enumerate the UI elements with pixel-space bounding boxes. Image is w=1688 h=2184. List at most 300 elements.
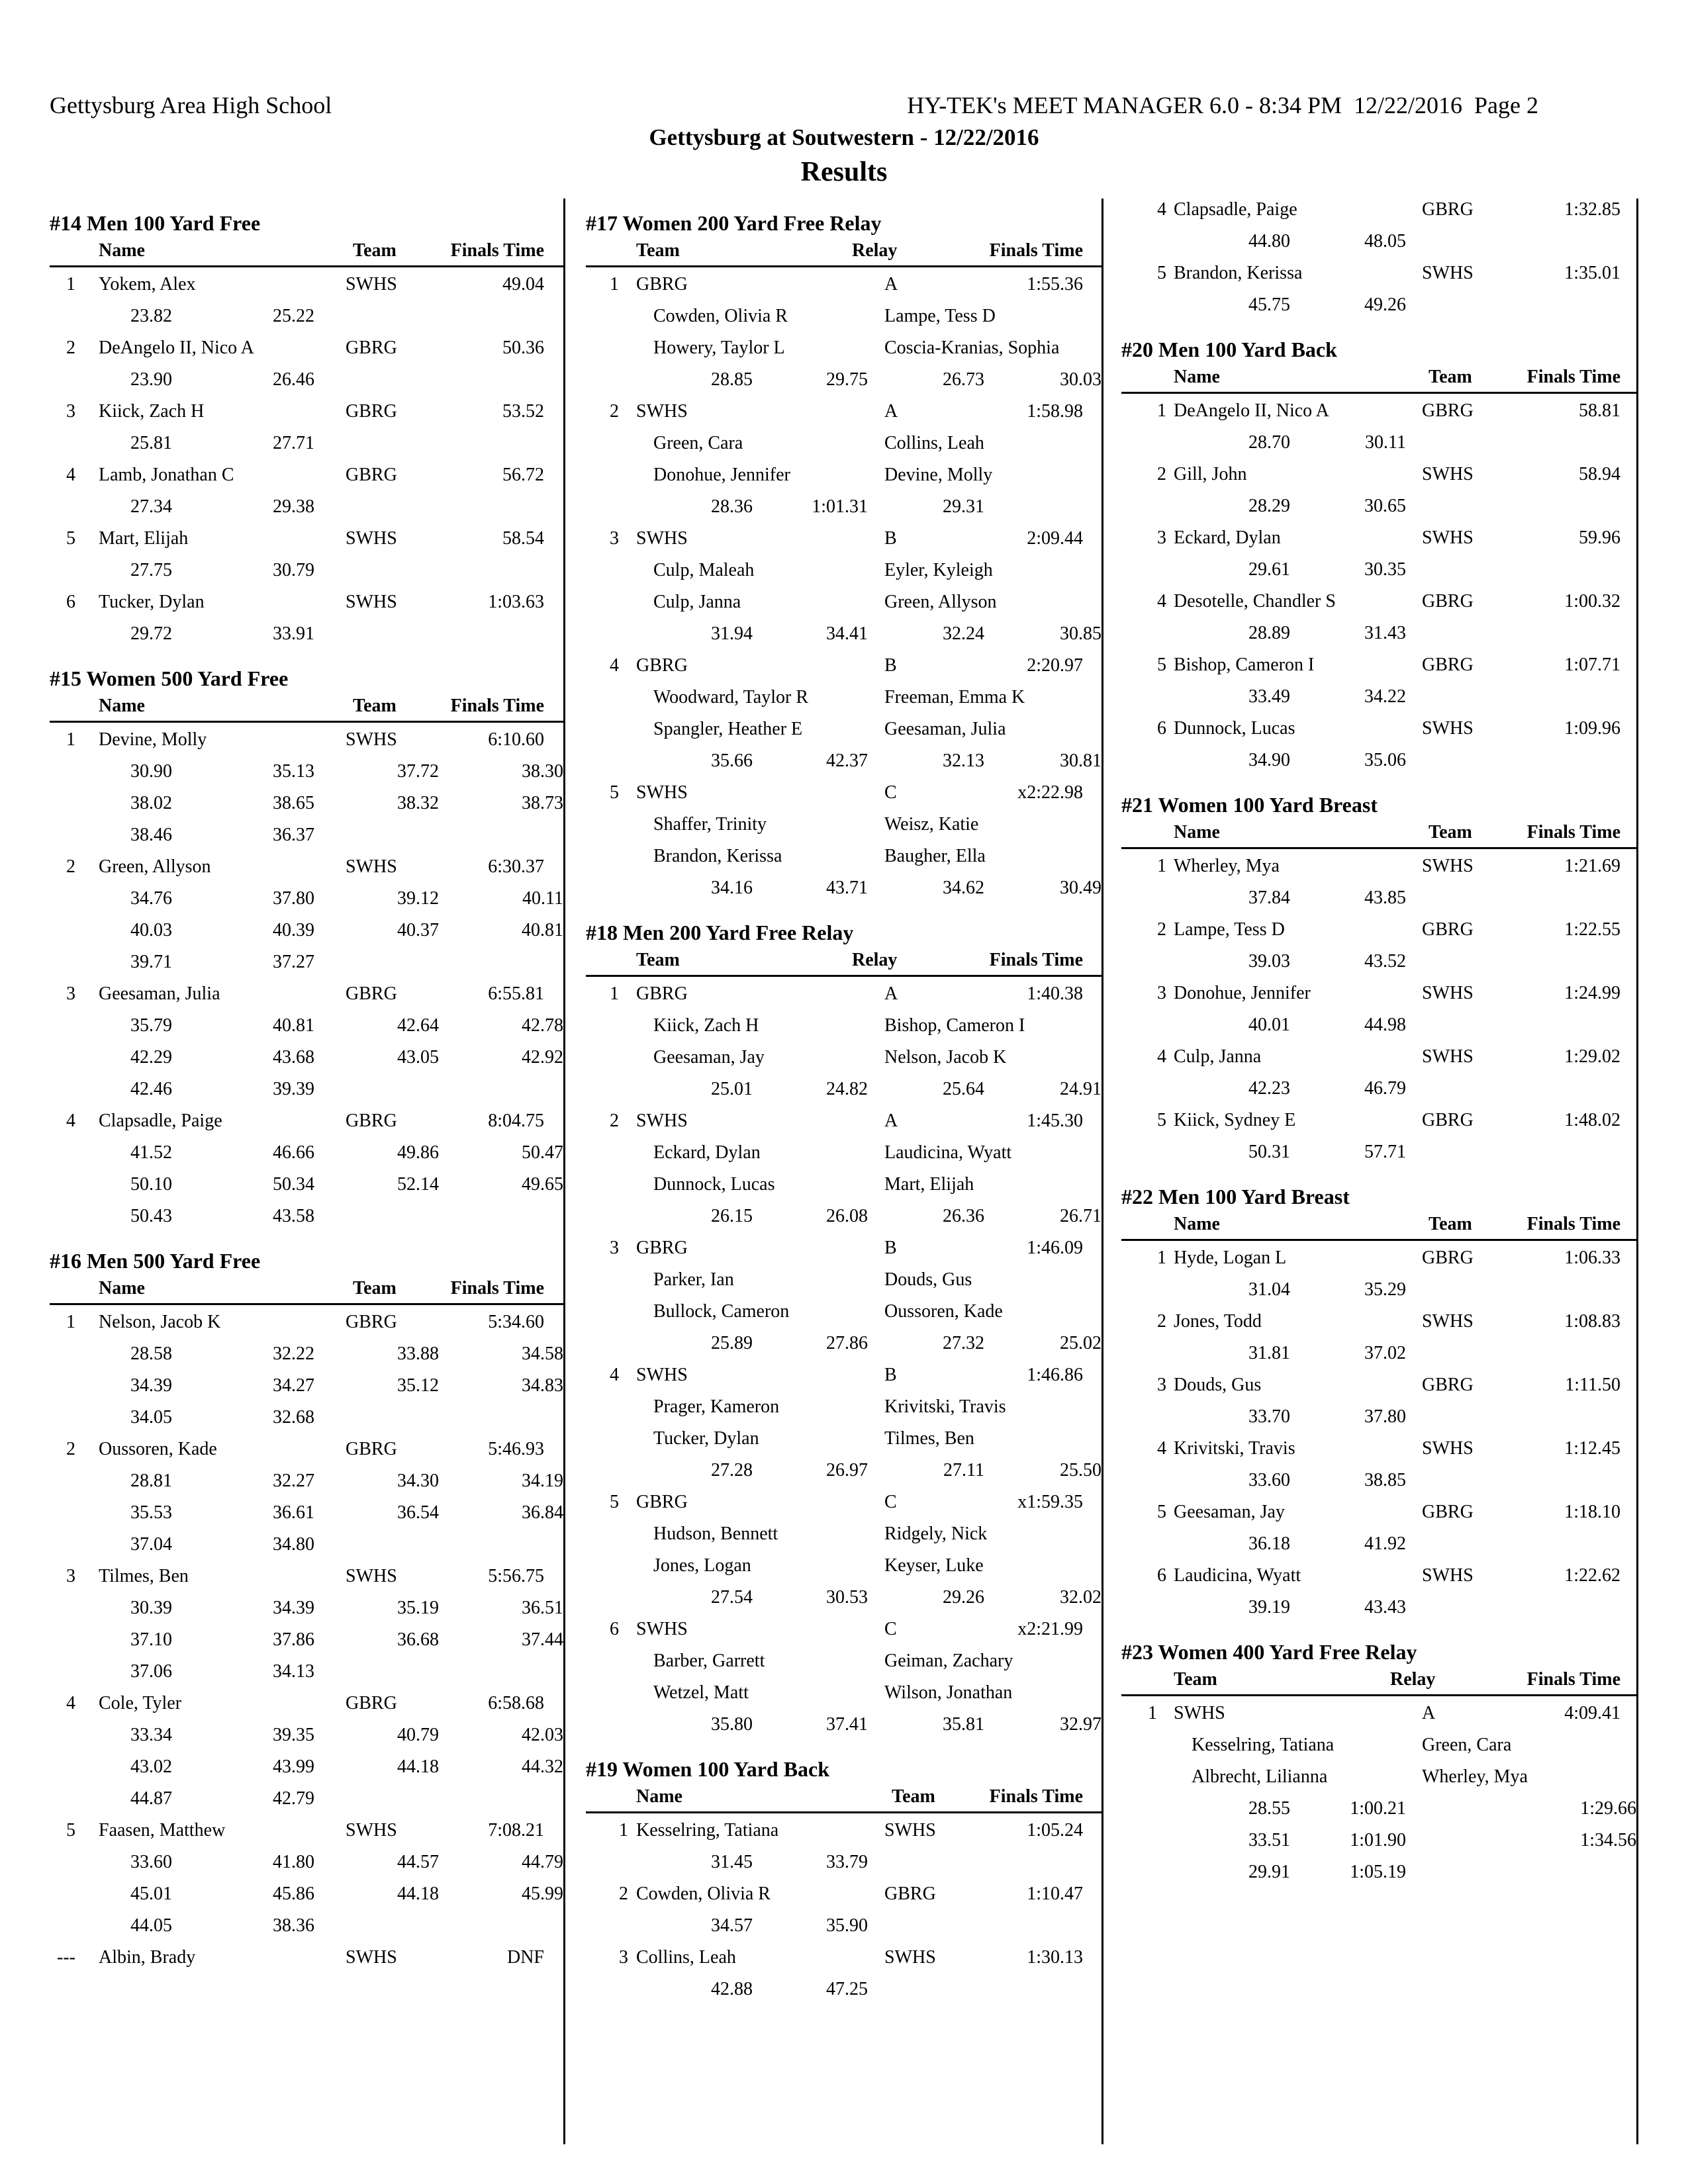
split-time: 31.04: [1248, 1279, 1290, 1300]
split-time: 29.72: [130, 623, 172, 644]
team-code: GBRG: [1422, 591, 1474, 612]
team-code: SWHS: [346, 528, 397, 549]
place: 3: [610, 1238, 619, 1258]
split-time: 37.04: [130, 1534, 172, 1555]
relay-swimmer: Oussoren, Kade: [884, 1301, 1003, 1322]
event-title: #22 Men 100 Yard Breast: [1121, 1185, 1350, 1208]
split-time: 25.64: [943, 1079, 984, 1099]
relay-swimmer: Howery, Taylor L: [653, 338, 785, 358]
split-time: 38.32: [397, 793, 439, 813]
split-time: 34.76: [130, 888, 172, 909]
split-time: 37.84: [1248, 887, 1290, 908]
relay-swimmer: Wetzel, Matt: [653, 1682, 749, 1703]
finals-time: 59.96: [1579, 527, 1620, 548]
place: 2: [66, 856, 75, 877]
split-time: 28.29: [1248, 496, 1290, 516]
split-time: 30.53: [826, 1587, 868, 1608]
relay-swimmer: Wilson, Jonathan: [884, 1682, 1013, 1703]
place: 6: [1157, 1565, 1166, 1586]
split-time: 28.58: [130, 1343, 172, 1364]
split-time: 31.94: [711, 623, 753, 644]
column-header-team: Team: [1429, 367, 1472, 387]
relay-team: SWHS: [636, 401, 688, 422]
team-code: SWHS: [346, 856, 397, 877]
split-time: 29.26: [943, 1587, 984, 1608]
place: 1: [1157, 1248, 1166, 1268]
relay-swimmer: Wherley, Mya: [1422, 1766, 1528, 1787]
split-time: 42.23: [1248, 1078, 1290, 1099]
split-time: 27.11: [943, 1460, 984, 1480]
finals-time: 1:29.02: [1564, 1046, 1620, 1067]
column-header-team: Team: [1429, 822, 1472, 842]
split-time: 30.03: [1060, 369, 1102, 390]
relay-swimmer: Devine, Molly: [884, 465, 993, 485]
column-header-team: Team: [353, 696, 397, 716]
team-code: SWHS: [346, 1947, 397, 1968]
split-time: 40.01: [1248, 1015, 1290, 1035]
finals-time: x1:59.35: [1017, 1492, 1083, 1512]
split-time: 25.02: [1060, 1333, 1102, 1353]
split-time: 34.16: [711, 878, 753, 898]
split-time: 50.10: [130, 1174, 172, 1195]
split-time: 32.13: [943, 751, 984, 771]
place: 4: [1157, 1046, 1166, 1067]
split-time: 23.90: [130, 369, 172, 390]
finals-time: 1:21.69: [1564, 856, 1620, 876]
split-time: 32.27: [273, 1471, 314, 1491]
team-code: SWHS: [1422, 1311, 1474, 1332]
school-name: Gettysburg Area High School: [50, 92, 332, 118]
finals-time: 1:05.24: [1027, 1820, 1083, 1841]
swimmer-name: Kiick, Zach H: [99, 401, 205, 422]
relay-swimmer: Bullock, Cameron: [653, 1301, 790, 1322]
split-time: 45.01: [130, 1884, 172, 1904]
finals-time: 6:30.37: [488, 856, 544, 877]
column-header-time: Finals Time: [450, 240, 544, 261]
split-time: 29.91: [1248, 1862, 1290, 1882]
finals-time: 1:24.99: [1564, 983, 1620, 1003]
finals-time: 8:04.75: [488, 1111, 544, 1131]
split-time: 1:01.90: [1350, 1830, 1406, 1850]
column-header-name: Name: [1174, 367, 1220, 387]
column-header-time: Finals Time: [1526, 1214, 1620, 1234]
split-time: 27.32: [943, 1333, 984, 1353]
place: 2: [1157, 1311, 1166, 1332]
column-header-name: Name: [1174, 1214, 1220, 1234]
split-time: 45.86: [273, 1884, 314, 1904]
place: 2: [619, 1884, 628, 1904]
swimmer-name: Bishop, Cameron I: [1174, 655, 1315, 675]
split-time: 34.90: [1248, 750, 1290, 770]
swimmer-name: Culp, Janna: [1174, 1046, 1262, 1067]
split-time: 50.34: [273, 1174, 314, 1195]
place: 5: [1157, 1110, 1166, 1130]
finals-time: 1:08.83: [1564, 1311, 1620, 1332]
split-time: 34.27: [273, 1375, 314, 1396]
split-time: 34.58: [522, 1343, 563, 1364]
split-time: 43.05: [397, 1047, 439, 1068]
team-code: GBRG: [1422, 1110, 1474, 1130]
team-code: GBRG: [346, 338, 397, 358]
split-time: 25.50: [1060, 1460, 1102, 1480]
split-time: 40.79: [397, 1725, 439, 1745]
finals-time: 1:46.09: [1027, 1238, 1083, 1258]
swimmer-name: Dunnock, Lucas: [1174, 718, 1295, 739]
relay-swimmer: Brandon, Kerissa: [653, 846, 782, 866]
split-time: 1:00.21: [1350, 1798, 1406, 1819]
header-rule: [586, 975, 1102, 977]
swimmer-name: Donohue, Jennifer: [1174, 983, 1311, 1003]
split-time: 39.03: [1248, 951, 1290, 972]
place: 4: [66, 465, 75, 485]
split-time: 29.75: [826, 369, 868, 390]
relay-swimmer: Tilmes, Ben: [884, 1428, 974, 1449]
relay-letter: C: [884, 1492, 897, 1512]
split-time: 26.73: [943, 369, 984, 390]
event-title: #19 Women 100 Yard Back: [586, 1757, 830, 1781]
header-rule: [586, 1811, 1102, 1813]
split-time: 45.99: [522, 1884, 563, 1904]
column-header-relay: Relay: [852, 950, 898, 970]
split-time: 1:05.19: [1350, 1862, 1406, 1882]
split-time: 36.54: [397, 1502, 439, 1523]
split-time: 36.84: [522, 1502, 563, 1523]
team-code: SWHS: [1422, 718, 1474, 739]
split-time: 24.91: [1060, 1079, 1102, 1099]
place: 5: [1157, 655, 1166, 675]
split-time: 43.02: [130, 1756, 172, 1777]
split-time: 34.57: [711, 1915, 753, 1936]
team-code: SWHS: [1422, 1438, 1474, 1459]
split-time: 48.05: [1364, 231, 1406, 251]
split-time: 25.22: [273, 306, 314, 326]
split-time: 28.70: [1248, 432, 1290, 453]
relay-swimmer: Jones, Logan: [653, 1555, 751, 1576]
split-time: 36.37: [273, 825, 314, 845]
team-code: SWHS: [346, 1820, 397, 1841]
split-time: 39.71: [130, 952, 172, 972]
split-time: 32.24: [943, 623, 984, 644]
split-time: 27.28: [711, 1460, 753, 1480]
relay-swimmer: Green, Cara: [653, 433, 743, 453]
split-time: 33.79: [826, 1852, 868, 1872]
finals-time: 49.04: [502, 274, 544, 295]
split-time: 43.68: [273, 1047, 314, 1068]
split-time: 27.34: [130, 496, 172, 517]
split-time: 45.75: [1248, 295, 1290, 315]
relay-swimmer: Shaffer, Trinity: [653, 814, 767, 835]
split-time: 44.80: [1248, 231, 1290, 251]
place: 6: [66, 592, 75, 612]
finals-time: 58.94: [1579, 464, 1620, 484]
split-time: 32.02: [1060, 1587, 1102, 1608]
split-time: 47.25: [826, 1979, 868, 1999]
split-time: 49.26: [1364, 295, 1406, 315]
split-time: 44.18: [397, 1884, 439, 1904]
team-code: SWHS: [1422, 464, 1474, 484]
split-time: 52.14: [397, 1174, 439, 1195]
relay-swimmer: Barber, Garrett: [653, 1651, 765, 1671]
split-time: 30.65: [1364, 496, 1406, 516]
relay-swimmer: Green, Cara: [1422, 1735, 1512, 1755]
relay-letter: A: [884, 983, 898, 1004]
place: 3: [1157, 983, 1166, 1003]
finals-time: 1:06.33: [1564, 1248, 1620, 1268]
relay-swimmer: Spangler, Heather E: [653, 719, 803, 739]
swimmer-name: Eckard, Dylan: [1174, 527, 1281, 548]
relay-swimmer: Douds, Gus: [884, 1269, 972, 1290]
split-time: 40.81: [522, 920, 563, 940]
split-time: 38.02: [130, 793, 172, 813]
header-rule: [1121, 847, 1636, 849]
finals-time: 6:55.81: [488, 983, 544, 1004]
swimmer-name: Cole, Tyler: [99, 1693, 182, 1713]
split-time: 31.43: [1364, 623, 1406, 643]
split-time: 43.99: [273, 1756, 314, 1777]
relay-swimmer: Lampe, Tess D: [884, 306, 996, 326]
split-time: 50.47: [522, 1142, 563, 1163]
swimmer-name: Jones, Todd: [1174, 1311, 1262, 1332]
column-header-relay: Relay: [1390, 1669, 1436, 1690]
finals-time: 5:56.75: [488, 1566, 544, 1586]
column-header-name: Name: [1174, 822, 1220, 842]
place: 4: [610, 655, 619, 676]
split-time: 27.86: [826, 1333, 868, 1353]
split-time: 1:29.66: [1580, 1798, 1636, 1819]
place: 4: [610, 1365, 619, 1385]
relay-team: SWHS: [636, 782, 688, 803]
column-divider: [1636, 199, 1638, 2144]
split-time: 34.19: [522, 1471, 563, 1491]
relay-swimmer: Geesaman, Julia: [884, 719, 1006, 739]
relay-letter: B: [884, 655, 897, 676]
split-time: 29.61: [1248, 559, 1290, 580]
swimmer-name: Green, Allyson: [99, 856, 211, 877]
finals-time: 1:11.50: [1565, 1375, 1620, 1395]
split-time: 36.51: [522, 1598, 563, 1618]
split-time: 26.36: [943, 1206, 984, 1226]
split-time: 35.53: [130, 1502, 172, 1523]
split-time: 30.85: [1060, 623, 1102, 644]
finals-time: 1:22.55: [1564, 919, 1620, 940]
team-code: GBRG: [346, 401, 397, 422]
relay-team: GBRG: [636, 983, 688, 1004]
event-title: #16 Men 500 Yard Free: [50, 1249, 261, 1273]
split-time: 44.05: [130, 1915, 172, 1936]
finals-time: 1:45.30: [1027, 1111, 1083, 1131]
swimmer-name: Clapsadle, Paige: [99, 1111, 222, 1131]
split-time: 29.31: [943, 496, 984, 517]
split-time: 31.81: [1248, 1343, 1290, 1363]
event-title: #21 Women 100 Yard Breast: [1121, 793, 1378, 817]
split-time: 36.68: [397, 1629, 439, 1650]
place: 3: [1157, 1375, 1166, 1395]
team-code: GBRG: [1422, 1502, 1474, 1522]
split-time: 33.60: [130, 1852, 172, 1872]
split-time: 29.38: [273, 496, 314, 517]
finals-time: 56.72: [502, 465, 544, 485]
place: 2: [1157, 919, 1166, 940]
finals-time: 5:34.60: [488, 1312, 544, 1332]
split-time: 46.79: [1364, 1078, 1406, 1099]
relay-swimmer: Woodward, Taylor R: [653, 687, 809, 707]
relay-swimmer: Culp, Janna: [653, 592, 741, 612]
split-time: 43.43: [1364, 1597, 1406, 1617]
swimmer-name: Kiick, Sydney E: [1174, 1110, 1296, 1130]
split-time: 27.54: [711, 1587, 753, 1608]
swimmer-name: Cowden, Olivia R: [636, 1884, 771, 1904]
split-time: 34.13: [273, 1661, 314, 1682]
column-header-relay: Relay: [852, 240, 898, 261]
split-time: 44.18: [397, 1756, 439, 1777]
swimmer-name: Collins, Leah: [636, 1947, 736, 1968]
team-code: GBRG: [1422, 1248, 1474, 1268]
finals-time: 1:40.38: [1027, 983, 1083, 1004]
split-time: 37.10: [130, 1629, 172, 1650]
column-header-team: Team: [1174, 1669, 1217, 1690]
team-code: GBRG: [346, 1439, 397, 1459]
split-time: 35.06: [1364, 750, 1406, 770]
place: 1: [610, 274, 619, 295]
header-rule: [586, 265, 1102, 267]
split-time: 57.71: [1364, 1142, 1406, 1162]
split-time: 36.18: [1248, 1533, 1290, 1554]
split-time: 28.85: [711, 369, 753, 390]
relay-letter: C: [884, 782, 897, 803]
place: 2: [1157, 464, 1166, 484]
split-time: 38.36: [273, 1915, 314, 1936]
split-time: 37.41: [826, 1714, 868, 1735]
relay-letter: A: [884, 1111, 898, 1131]
relay-swimmer: Ridgely, Nick: [884, 1524, 988, 1544]
relay-letter: B: [884, 528, 897, 549]
split-time: 44.79: [522, 1852, 563, 1872]
split-time: 34.22: [1364, 686, 1406, 707]
finals-time: 1:30.13: [1027, 1947, 1083, 1968]
relay-swimmer: Tucker, Dylan: [653, 1428, 759, 1449]
column-header-team: Team: [1429, 1214, 1472, 1234]
relay-swimmer: Dunnock, Lucas: [653, 1174, 775, 1195]
split-time: 38.65: [273, 793, 314, 813]
team-code: SWHS: [1422, 983, 1474, 1003]
place: 3: [1157, 527, 1166, 548]
swimmer-name: Laudicina, Wyatt: [1174, 1565, 1301, 1586]
finals-time: 6:58.68: [488, 1693, 544, 1713]
team-code: SWHS: [346, 274, 397, 295]
swimmer-name: Lamb, Jonathan C: [99, 465, 234, 485]
place: 5: [1157, 263, 1166, 283]
split-time: 34.39: [273, 1598, 314, 1618]
split-time: 39.12: [397, 888, 439, 909]
relay-team: SWHS: [636, 1111, 688, 1131]
swimmer-name: Desotelle, Chandler S: [1174, 591, 1336, 612]
finals-time: 1:07.71: [1564, 655, 1620, 675]
swimmer-name: Devine, Molly: [99, 729, 207, 750]
place: 4: [1157, 199, 1166, 220]
relay-swimmer: Green, Allyson: [884, 592, 997, 612]
swimmer-name: DeAngelo II, Nico A: [1174, 400, 1329, 421]
relay-swimmer: Eyler, Kyleigh: [884, 560, 993, 580]
split-time: 42.92: [522, 1047, 563, 1068]
split-time: 25.89: [711, 1333, 753, 1353]
relay-swimmer: Krivitski, Travis: [884, 1396, 1006, 1417]
finals-time: 2:09.44: [1027, 528, 1083, 549]
split-time: 34.62: [943, 878, 984, 898]
split-time: 35.90: [826, 1915, 868, 1936]
relay-swimmer: Laudicina, Wyatt: [884, 1142, 1012, 1163]
split-time: 36.61: [273, 1502, 314, 1523]
split-time: 33.88: [397, 1343, 439, 1364]
place: 5: [66, 528, 75, 549]
finals-time: 1:09.96: [1564, 718, 1620, 739]
relay-swimmer: Kesselring, Tatiana: [1192, 1735, 1335, 1755]
split-time: 34.83: [522, 1375, 563, 1396]
finals-time: 1:12.45: [1564, 1438, 1620, 1459]
split-time: 27.71: [273, 433, 314, 453]
meet-title: Gettysburg at Soutwestern - 12/22/2016: [649, 124, 1039, 150]
place: 2: [610, 1111, 619, 1131]
header-rule: [1121, 392, 1636, 394]
split-time: 26.97: [826, 1460, 868, 1480]
relay-team: SWHS: [636, 1365, 688, 1385]
event-title: #17 Women 200 Yard Free Relay: [586, 211, 882, 235]
split-time: 28.36: [711, 496, 753, 517]
split-time: 26.46: [273, 369, 314, 390]
place: ---: [57, 1947, 75, 1968]
split-time: 40.81: [273, 1015, 314, 1036]
swimmer-name: Yokem, Alex: [99, 274, 196, 295]
relay-swimmer: Eckard, Dylan: [653, 1142, 761, 1163]
place: 3: [66, 1566, 75, 1586]
team-code: SWHS: [1422, 856, 1474, 876]
split-time: 34.80: [273, 1534, 314, 1555]
swimmer-name: DeAngelo II, Nico A: [99, 338, 254, 358]
split-time: 40.39: [273, 920, 314, 940]
finals-time: 1:18.10: [1564, 1502, 1620, 1522]
split-time: 1:01.31: [812, 496, 868, 517]
split-time: 44.32: [522, 1756, 563, 1777]
place: 1: [610, 983, 619, 1004]
relay-team: GBRG: [636, 655, 688, 676]
finals-time: 7:08.21: [488, 1820, 544, 1841]
swimmer-name: Geesaman, Julia: [99, 983, 220, 1004]
finals-time: 1:46.86: [1027, 1365, 1083, 1385]
split-time: 34.30: [397, 1471, 439, 1491]
relay-swimmer: Coscia-Kranias, Sophia: [884, 338, 1060, 358]
split-time: 35.13: [273, 761, 314, 782]
split-time: 32.68: [273, 1407, 314, 1428]
column-header-name: Name: [99, 696, 145, 716]
relay-team: SWHS: [636, 528, 688, 549]
team-code: GBRG: [884, 1884, 936, 1904]
place: 1: [1157, 856, 1166, 876]
finals-time: 1:35.01: [1564, 263, 1620, 283]
relay-swimmer: Cowden, Olivia R: [653, 306, 788, 326]
header-rule: [50, 1303, 563, 1305]
finals-time: 2:20.97: [1027, 655, 1083, 676]
event-title: #20 Men 100 Yard Back: [1121, 338, 1337, 361]
team-code: GBRG: [346, 983, 397, 1004]
place: 5: [610, 782, 619, 803]
place: 6: [610, 1619, 619, 1639]
split-time: 44.57: [397, 1852, 439, 1872]
split-time: 38.73: [522, 793, 563, 813]
split-time: 34.39: [130, 1375, 172, 1396]
split-time: 33.60: [1248, 1470, 1290, 1490]
finals-time: 1:55.36: [1027, 274, 1083, 295]
column-header-name: Name: [99, 240, 145, 261]
event-title: #15 Women 500 Yard Free: [50, 666, 289, 690]
